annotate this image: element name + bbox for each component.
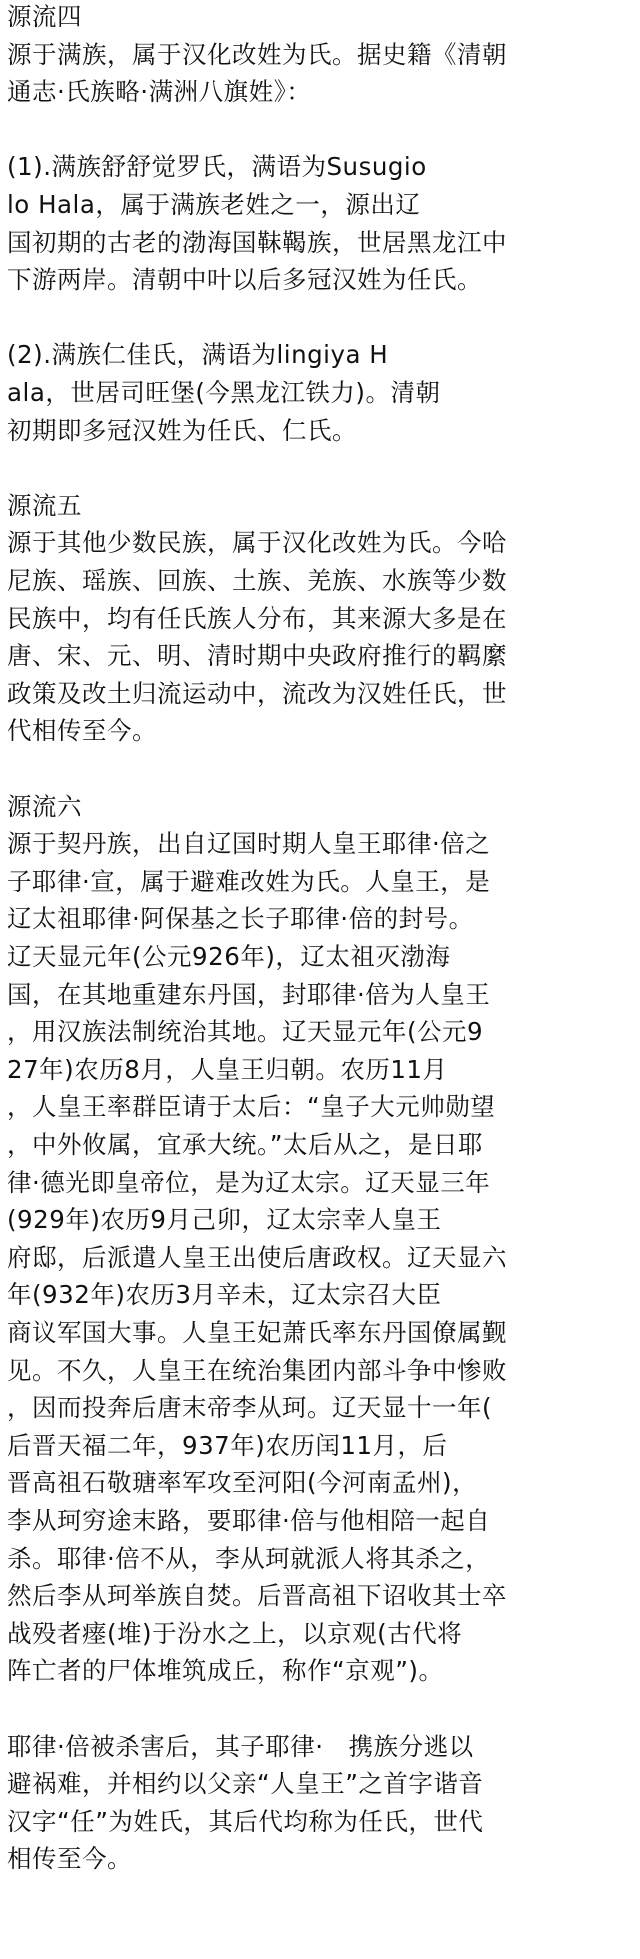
blank-line: [7, 301, 633, 339]
text-line: 见。不久，人皇王在统治集团内部斗争中惨败: [7, 1355, 507, 1385]
text-line: 相传至今。: [7, 1844, 132, 1874]
text-line: 下游两岸。清朝中叶以后多冠汉姓为任氏。: [7, 265, 482, 295]
text-line: 战殁者瘗(堆)于汾水之上，以京观(古代将: [7, 1618, 463, 1648]
text-line: 唐、宋、元、明、清时期中央政府推行的羁縻: [7, 641, 507, 671]
text-line: 晋高祖石敬瑭率军攻至河阳(今河南孟州)，: [7, 1468, 478, 1498]
text-line: 源于满族，属于汉化改姓为氏。据史籍《清朝: [7, 39, 507, 69]
text-line: 辽天显元年(公元926年)，辽太祖灭渤海: [7, 942, 451, 971]
section-heading: 源流四: [7, 2, 82, 31]
text-line: 杀。耶律·倍不从，李从珂就派人将其杀之，: [7, 1543, 491, 1573]
text-line: 避祸难，并相约以父亲“人皇王”之首字谐音: [7, 1769, 484, 1799]
text-line: 代相传至今。: [7, 716, 157, 746]
text-line: lo Hala，属于满族老姓之一，源出辽: [7, 190, 421, 219]
text-line: (2).满族仁佳氏，满语为lingiya H: [7, 340, 389, 370]
text-line: 政策及改土归流运动中，流改为汉姓任氏，世: [7, 678, 507, 708]
blank-line: [7, 1692, 633, 1730]
text-line: 阵亡者的尸体堆筑成丘，称作“京观”)。: [7, 1656, 444, 1686]
text-line: 商议军国大事。人皇王妃萧氏率东丹国僚属觐: [7, 1318, 507, 1347]
text-line: (929年)农历9月己卯，辽太宗幸人皇王: [7, 1205, 442, 1235]
section-heading: 源流五: [7, 490, 82, 520]
text-line: 国初期的古老的渤海国靺鞨族，世居黑龙江中: [7, 227, 507, 257]
text-line: 年(932年)农历3月辛未，辽太宗召大臣: [7, 1280, 442, 1310]
text-line: 律·德光即皇帝位，是为辽太宗。辽天显三年: [7, 1167, 491, 1197]
text-line: ，中外攸属，宜承大统。”太后从之，是日耶: [7, 1130, 483, 1159]
text-line: 汉字“任”为姓氏，其后代均称为任氏，世代: [7, 1806, 484, 1836]
text-line: 源于契丹族，出自辽国时期人皇王耶律·倍之: [7, 829, 491, 859]
text-line: 源于其他少数民族，属于汉化改姓为氏。今哈: [7, 528, 507, 558]
text-line: 府邸，后派遣人皇王出使后唐政权。辽天显六: [7, 1242, 507, 1272]
text-line: 然后李从珂举族自焚。后晋高祖下诏收其士卒: [7, 1581, 507, 1611]
text-line: 耶律·倍被杀害后，其子耶律· 携族分逃以: [7, 1731, 474, 1761]
section-heading: 源流六: [7, 791, 82, 821]
text-line: 辽太祖耶律·阿保基之长子耶律·倍的封号。: [7, 904, 474, 934]
text-line: ala，世居司旺堡(今黑龙江铁力)。清朝: [7, 378, 441, 407]
text-line: 27年)农历8月，人皇王归朝。农历11月: [7, 1054, 448, 1084]
text-line: ，人皇王率群臣请于太后：“皇子大元帅勋望: [7, 1092, 496, 1122]
text-line: (1).满族舒舒觉罗氏，满语为Susugio: [7, 152, 427, 182]
blank-line: [7, 451, 633, 489]
text-line: 通志·氏族略·满洲八旗姓》：: [7, 77, 312, 107]
text-line: 民族中，均有任氏族人分布，其来源大多是在: [7, 603, 507, 633]
text-line: 李从珂穷途末路，要耶律·倍与他相陪一起自: [7, 1506, 491, 1535]
text-line: 初期即多冠汉姓为任氏、仁氏。: [7, 415, 357, 445]
text-line: 子耶律·宣，属于避难改姓为氏。人皇王，是: [7, 866, 491, 896]
text-line: 国，在其地重建东丹国，封耶律·倍为人皇王: [7, 979, 491, 1009]
text-line: 后晋天福二年，937年)农历闰11月，后: [7, 1430, 448, 1460]
text-line: ，因而投奔后唐末帝李从珂。辽天显十一年(: [7, 1393, 493, 1423]
text-line: 尼族、瑶族、回族、土族、羌族、水族等少数: [7, 566, 507, 595]
blank-line: [7, 113, 633, 151]
blank-line: [7, 752, 633, 790]
text-line: ，用汉族法制统治其地。辽天显元年(公元9: [7, 1017, 484, 1047]
